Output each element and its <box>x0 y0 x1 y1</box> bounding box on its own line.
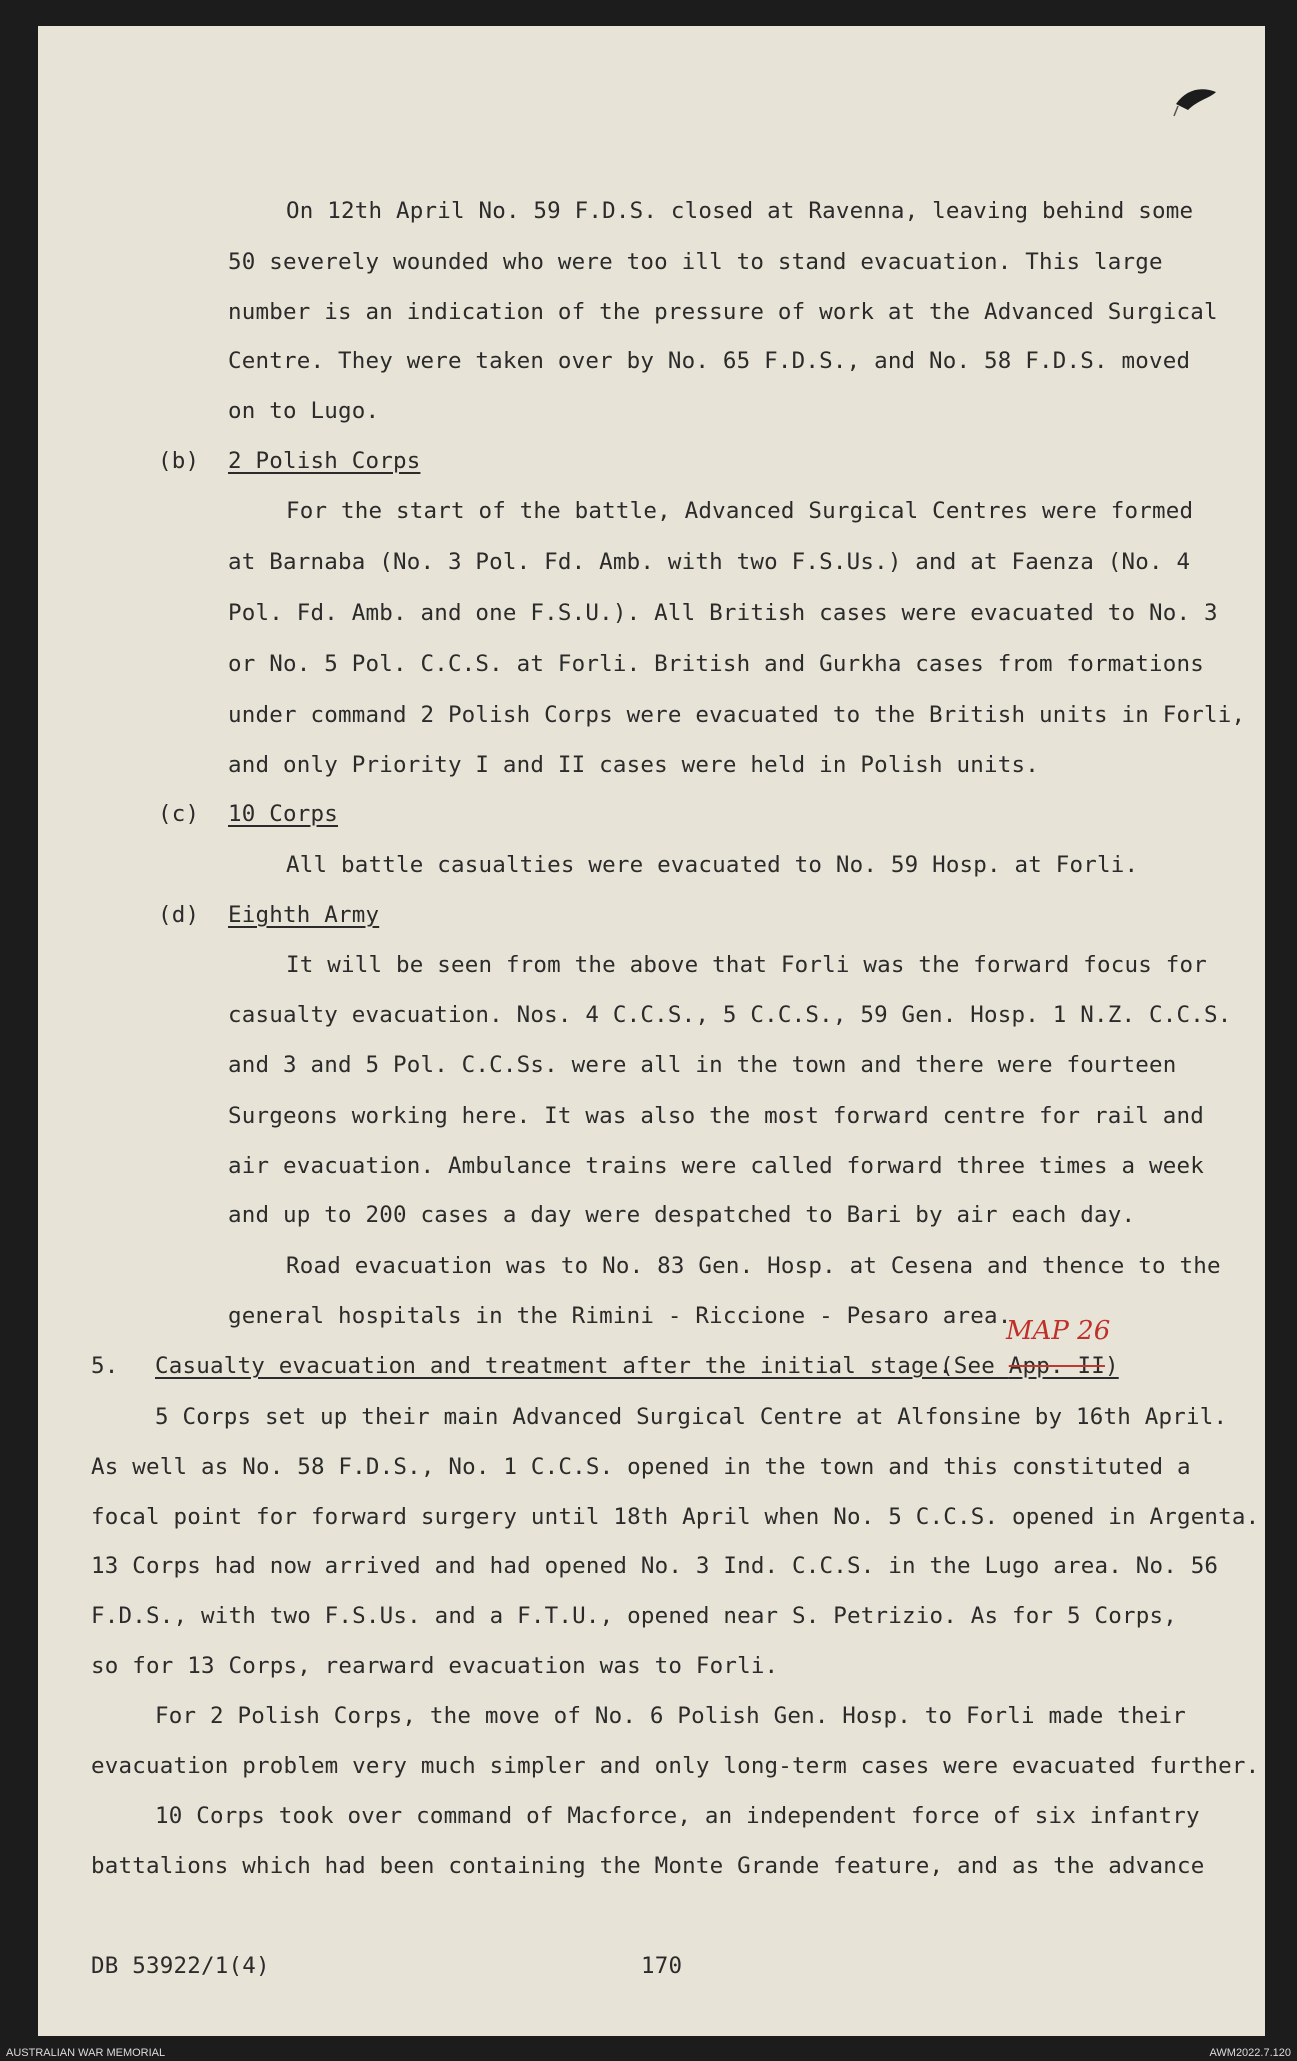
section-5-heading: Casualty evacuation and treatment after the initial stage. <box>155 1353 953 1379</box>
section-b-line-3: Pol. Fd. Amb. and one F.S.U.). All British cases were evacuated to No. 3 <box>228 600 1218 626</box>
archive-bar <box>0 2046 1297 2061</box>
document-page <box>38 26 1265 2036</box>
section-5-line-8: evacuation problem very much simpler and only long-term cases were evacuated further. <box>91 1753 1260 1779</box>
section-c-marker: (c) <box>158 801 200 827</box>
archive-name: AUSTRALIAN WAR MEMORIAL <box>6 2047 166 2059</box>
section-5-line-10: battalions which had been containing the Monte Grande feature, and as the advance <box>91 1853 1205 1879</box>
section-b-heading: 2 Polish Corps <box>228 448 421 474</box>
section-5-line-9: 10 Corps took over command of Macforce, an independent force of six infantry <box>155 1803 1200 1829</box>
section-b-line-5: under command 2 Polish Corps were evacuated to the British units in Forli, <box>228 702 1246 728</box>
section-d-line-5: air evacuation. Ambulance trains were called forward three times a week <box>228 1153 1204 1179</box>
section-5-line-6: so for 13 Corps, rearward evacuation was to Forli. <box>91 1653 779 1679</box>
section-5-line-1: 5 Corps set up their main Advanced Surgical Centre at Alfonsine by 16th April. <box>155 1404 1228 1430</box>
section-5-see-reference <box>940 1352 1119 1380</box>
archive-id: AWM2022.7.120 <box>1209 2047 1291 2059</box>
section-d-line-1: It will be seen from the above that Forli was the forward focus for <box>286 952 1207 978</box>
section-5-line-5: F.D.S., with two F.S.Us. and a F.T.U., opened near S. Petrizio. As for 5 Corps, <box>91 1603 1177 1629</box>
para-a-line-5: on to Lugo. <box>228 398 380 424</box>
section-d-line-2: casualty evacuation. Nos. 4 C.C.S., 5 C.C.S., 59 Gen. Hosp. 1 N.Z. C.C.S. <box>228 1002 1232 1028</box>
para-a-line-1: On 12th April No. 59 F.D.S. closed at Ravenna, leaving behind some <box>286 198 1194 224</box>
section-5-line-2: As well as No. 58 F.D.S., No. 1 C.C.S. opened in the town and this constituted a <box>91 1454 1191 1480</box>
section-d-heading: Eighth Army <box>228 902 380 928</box>
section-d-line-6: and up to 200 cases a day were despatched to Bari by air each day. <box>228 1202 1136 1228</box>
section-5-line-4: 13 Corps had now arrived and had opened No. 3 Ind. C.C.S. in the Lugo area. No. 56 <box>91 1553 1219 1579</box>
section-b-line-6: and only Priority I and II cases were held in Polish units. <box>228 752 1040 778</box>
page-number: 170 <box>641 1953 683 1979</box>
section-b-line-4: or No. 5 Pol. C.C.S. at Forli. British and Gurkha cases from formations <box>228 651 1204 677</box>
see-open: (See <box>940 1353 1009 1379</box>
section-5-line-3: focal point for forward surgery until 18th April when No. 5 C.C.S. opened in Argenta. <box>91 1504 1260 1530</box>
section-5-number: 5. <box>91 1353 119 1379</box>
section-b-line-2: at Barnaba (No. 3 Pol. Fd. Amb. with two F.S.Us.) and at Faenza (No. 4 <box>228 549 1191 575</box>
section-d-line-3: and 3 and 5 Pol. C.C.Ss. were all in the town and there were fourteen <box>228 1052 1177 1078</box>
para-a-line-4: Centre. They were taken over by No. 65 F.D.S., and No. 58 F.D.S. moved <box>228 348 1191 374</box>
document-reference: DB 53922/1(4) <box>91 1953 270 1979</box>
section-c-line-1: All battle casualties were evacuated to No. 59 Hosp. at Forli. <box>286 852 1139 878</box>
section-d-line-4: Surgeons working here. It was also the most forward centre for rail and <box>228 1103 1204 1129</box>
section-d-line-8: general hospitals in the Rimini - Riccione - Pesaro area. <box>228 1303 1012 1329</box>
handwritten-map-reference: MAP 26 <box>1006 1316 1111 1346</box>
section-c-heading: 10 Corps <box>228 801 338 827</box>
paper-tear-mark <box>1168 76 1228 126</box>
section-b-line-1: For the start of the battle, Advanced Surgical Centres were formed <box>286 498 1194 524</box>
para-a-line-3: number is an indication of the pressure of work at the Advanced Surgical <box>228 299 1218 325</box>
section-d-marker: (d) <box>158 902 200 928</box>
see-struck-appendix: App. II <box>1008 1353 1105 1379</box>
section-b-marker: (b) <box>158 448 200 474</box>
section-d-line-7: Road evacuation was to No. 83 Gen. Hosp. at Cesena and thence to the <box>286 1253 1221 1279</box>
see-close: ) <box>1104 1353 1119 1379</box>
section-5-line-7: For 2 Polish Corps, the move of No. 6 Polish Gen. Hosp. to Forli made their <box>155 1703 1186 1729</box>
para-a-line-2: 50 severely wounded who were too ill to stand evacuation. This large <box>228 249 1163 275</box>
